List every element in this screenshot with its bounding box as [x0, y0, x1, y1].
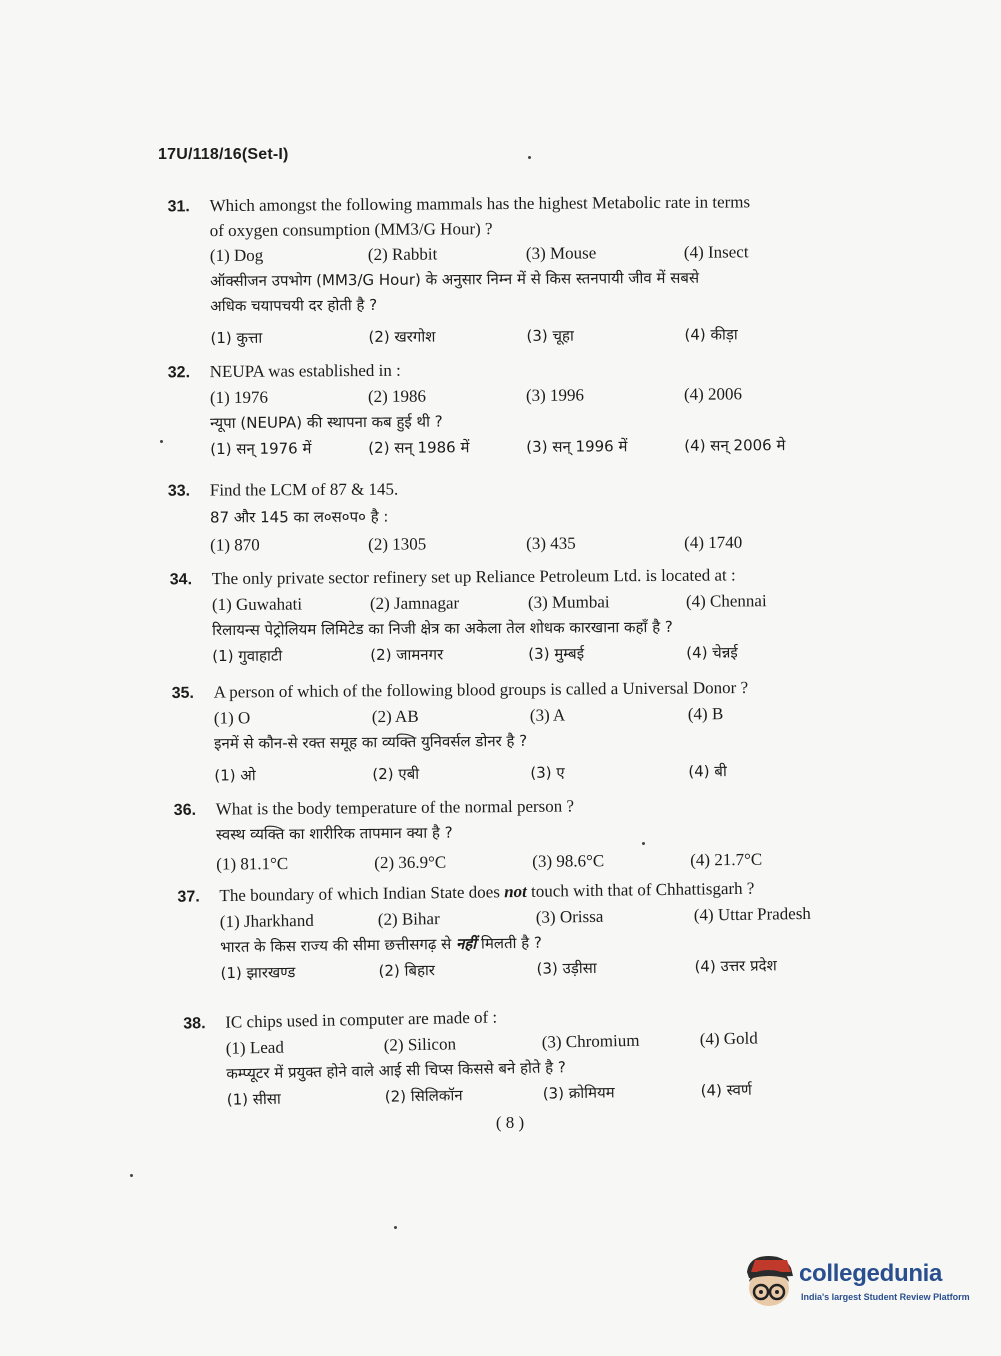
question-text-en: IC chips used in computer are made of : — [225, 1007, 498, 1032]
option: (1) कुत्ता — [210, 328, 263, 348]
question-number: 36. — [173, 801, 197, 819]
option: (2) Silicon — [383, 1034, 457, 1055]
question-text-hi: कम्प्यूटर में प्रयुक्त होने वाले आई सी चिप्स किससे बने होते है ? — [226, 1058, 567, 1083]
option: (3) Mumbai — [527, 592, 610, 612]
option: (2) 36.9°C — [374, 852, 447, 873]
option: (4) Insect — [683, 242, 749, 262]
option: (3) Orissa — [535, 906, 604, 927]
paper-code: 17U/118/16(Set-I) — [158, 146, 289, 163]
option: (3) उड़ीसा — [536, 958, 597, 978]
page-number: ( 8 ) — [495, 1113, 525, 1132]
question-text-en: Find the LCM of 87 & 145. — [209, 479, 399, 500]
option: (1) O — [213, 708, 251, 728]
option: (4) Uttar Pradesh — [693, 903, 811, 925]
option: (2) खरगोश — [368, 327, 436, 346]
option: (3) A — [529, 705, 566, 725]
option: (1) सीसा — [226, 1089, 282, 1109]
question-number: 34. — [169, 571, 193, 589]
text-part: मिलती है ? — [476, 933, 543, 953]
options-hi — [168, 432, 848, 463]
option: (2) सन् 1986 में — [368, 438, 470, 457]
mascot-icon — [741, 1252, 797, 1312]
option: (4) चेन्नई — [686, 643, 738, 662]
option: (2) AB — [371, 706, 419, 727]
option: (3) क्रोमियम — [542, 1083, 615, 1103]
options-en — [168, 381, 848, 412]
question-number: 31. — [167, 198, 190, 216]
option: (3) चूहा — [526, 326, 574, 345]
option: (2) Rabbit — [367, 244, 438, 264]
text-part: भारत के किस राज्य की सीमा छत्तीसगढ़ से — [220, 934, 457, 957]
collegedunia-logo — [741, 1252, 971, 1312]
question-text-en: NEUPA was established in : — [209, 360, 401, 382]
options-hi — [168, 321, 848, 352]
question-text-hi: न्यूपा (NEUPA) की स्थापना कब हुई थी ? — [210, 412, 443, 433]
option: (4) सन् 2006 मे — [684, 436, 786, 455]
options-en — [168, 239, 848, 270]
question-text-hi: स्वस्थ व्यक्ति का शारीरिक तापमान क्या है ? — [215, 823, 453, 844]
question-text-hi: इनमें से कौन-से रक्त समूह का व्यक्ति युनिवर्सल डोनर है ? — [214, 731, 528, 753]
option: (4) बी — [688, 762, 727, 781]
question-number: 33. — [167, 482, 191, 500]
options — [168, 529, 848, 559]
text-part: touch with that of Chhattisgarh ? — [526, 878, 755, 901]
option: (3) Chromium — [541, 1030, 640, 1052]
emphasis: not — [504, 881, 527, 902]
question-text-hi: ऑक्सीजन उपभोग (MM3/G Hour) के अनुसार निम्न में से किस स्तनपायी जीव में सबसे — [210, 268, 700, 291]
question-33 — [168, 475, 848, 559]
question-35 — [172, 675, 853, 789]
question-34 — [170, 563, 851, 670]
options-en — [170, 588, 850, 619]
scan-speck — [160, 440, 163, 443]
option: (2) 1305 — [368, 534, 427, 554]
option: (4) Gold — [699, 1028, 758, 1049]
option: (3) ए — [530, 763, 565, 782]
option: (1) Lead — [225, 1037, 285, 1058]
options — [174, 846, 854, 878]
question-number: 38. — [183, 1015, 206, 1033]
option: (1) ओ — [214, 766, 256, 785]
scan-speck — [642, 842, 645, 845]
question-38 — [183, 998, 865, 1113]
option: (1) 1976 — [209, 387, 269, 408]
option: (1) 870 — [210, 535, 260, 555]
options-hi — [172, 757, 852, 789]
option: (2) बिहार — [378, 961, 436, 980]
option: (2) जामनगर — [370, 645, 444, 664]
emphasis: नहीं — [455, 934, 477, 953]
question-text-hi: 87 और 145 का ल०स०प० है : — [209, 507, 389, 527]
option: (4) स्वर्ण — [700, 1080, 752, 1100]
logo-wordmark: collegedunia — [799, 1260, 943, 1287]
option: (4) 2006 — [683, 384, 743, 404]
option: (2) Bihar — [377, 909, 440, 929]
option: (3) 1996 — [525, 385, 585, 405]
option: (2) एबी — [372, 764, 420, 784]
options-hi — [170, 639, 850, 670]
question-number: 32. — [167, 364, 191, 382]
option: (3) सन् 1996 में — [526, 437, 628, 456]
option: (4) B — [687, 704, 724, 724]
option: (3) 435 — [526, 533, 576, 553]
option: (1) गुवाहाटी — [212, 646, 283, 666]
logo-tagline: India's largest Student Review Platform — [801, 1292, 970, 1302]
question-31 — [167, 190, 848, 352]
question-37 — [177, 875, 858, 986]
option: (2) 1986 — [367, 386, 427, 406]
option: (4) कीड़ा — [684, 325, 738, 344]
option: (3) 98.6°C — [532, 851, 605, 871]
question-number: 35. — [171, 684, 194, 702]
question-32 — [168, 356, 849, 463]
text-part: The boundary of which Indian State does — [219, 882, 505, 906]
option: (1) Jharkhand — [219, 910, 314, 932]
option: (1) 81.1°C — [216, 853, 289, 874]
option: (2) Jamnagar — [369, 593, 460, 613]
question-text-en: What is the body temperature of the normal person ? — [215, 796, 575, 819]
option: (4) 1740 — [684, 532, 743, 553]
question-text-en: The only private sector refinery set up Reliance Petroleum Ltd. is located at : — [211, 565, 736, 589]
question-text-hi: रिलायन्स पेट्रोलियम लिमिटेड का निजी क्षेत्र का अकेला तेल शोधक कारखाना कहाँ है ? — [212, 617, 673, 640]
option: (3) Mouse — [525, 243, 597, 263]
question-text-hi-cont: अधिक चयापचयी दर होती है ? — [210, 295, 378, 316]
option: (2) सिलिकॉन — [384, 1086, 463, 1106]
option: (1) Guwahati — [211, 594, 303, 615]
question-text-en: Which amongst the following mammals has the highest Metabolic rate in terms — [209, 192, 751, 216]
option: (4) उत्तर प्रदेश — [694, 956, 777, 976]
question-text-en: A person of which of the following blood groups is called a Universal Donor ? — [213, 677, 749, 702]
question-number: 37. — [177, 888, 200, 906]
option: (4) 21.7°C — [690, 849, 763, 870]
question-text-en-cont: of oxygen consumption (MM3/G Hour) ? — [209, 219, 493, 241]
option: (1) सन् 1976 में — [210, 439, 312, 459]
scan-speck — [528, 156, 531, 159]
option: (4) Chennai — [685, 591, 767, 611]
option: (3) मुम्बई — [528, 644, 585, 663]
option: (1) झारखण्ड — [220, 963, 296, 983]
scan-speck — [130, 1174, 133, 1177]
scan-speck — [394, 1226, 397, 1229]
option: (1) Dog — [209, 245, 264, 266]
question-36 — [174, 792, 855, 878]
